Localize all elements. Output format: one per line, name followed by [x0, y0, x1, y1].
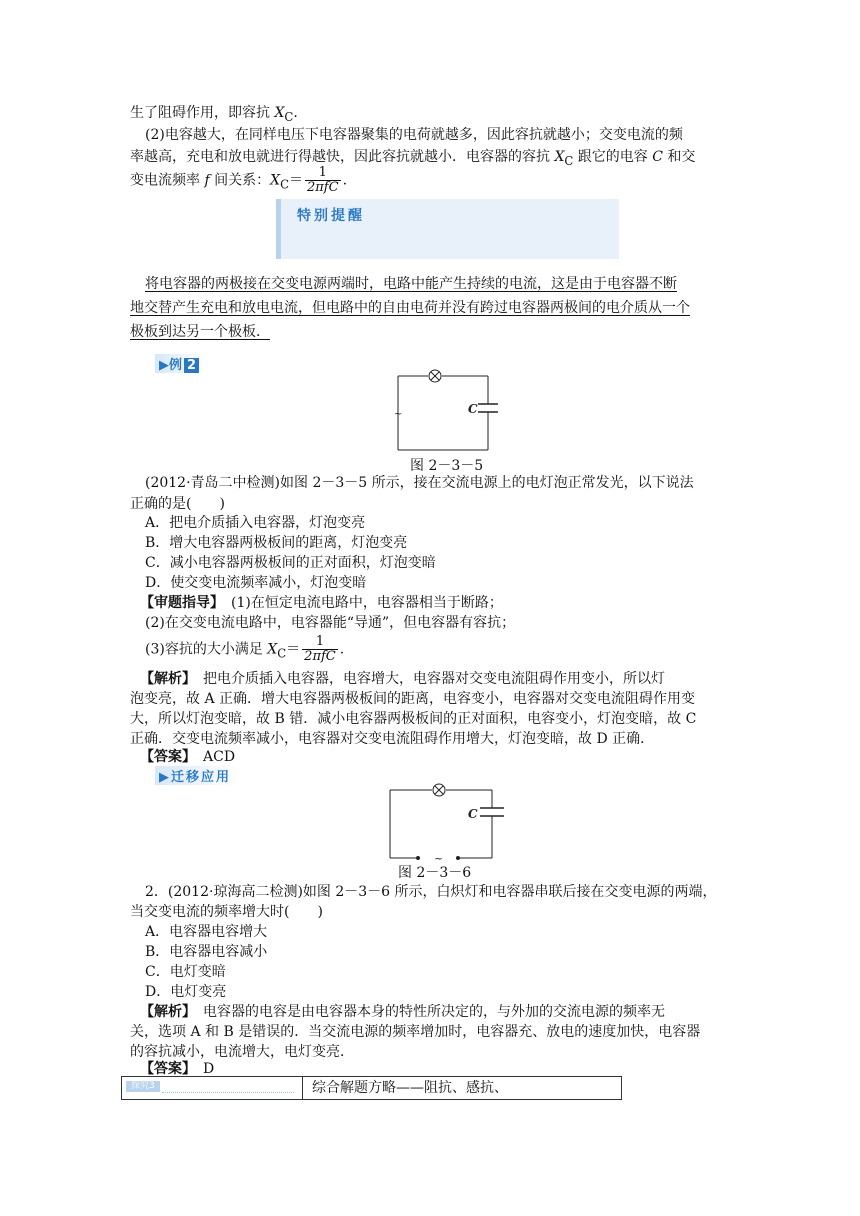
application-option-c: C．电灯变暗: [145, 964, 226, 980]
example-option-d: D．使交变电流频率减小，灯泡变暗: [145, 575, 367, 591]
figure-caption-2-3-6: 图 2－3－6: [398, 865, 472, 881]
section-tag: 探究3: [126, 1081, 160, 1092]
capacitor-label: C: [468, 402, 478, 416]
application-question-line-1: 2．(2012·琼海高二检测)如图 2－3－6 所示，白炽灯和电容器串联后接在交变电源的两端，: [145, 884, 717, 900]
application-answer: 【答案】 D: [140, 1061, 215, 1077]
example-analysis-line-2: 泡变亮，故 A 正确．增大电容器两极板间的距离，电容变小，电容器对交变电流阻碍作用变: [130, 691, 696, 707]
intro-line-2: (2)电容越大，在同样电压下电容器聚集的电荷就越多，因此容抗就越小；交变电流的频: [145, 127, 683, 143]
circuit-diagram-2-3-5: [390, 366, 500, 456]
ac-source-symbol: ~: [394, 409, 403, 420]
guide-line-2: (2)在交变电流电路中，电容器能“导通”，但电容器有容抗；: [145, 615, 516, 631]
example-option-c: C．减小电容器两极板间的正对面积，灯泡变暗: [145, 555, 436, 571]
guide-line-1: 【审题指导】 (1)在恒定电流电路中，电容器相当于断路；: [140, 595, 503, 611]
section-header-table: [121, 1076, 622, 1100]
application-badge: ▶迁移应用: [155, 766, 239, 785]
play-icon: ▶: [159, 358, 169, 373]
special-reminder-title: 特别提醒: [297, 208, 365, 224]
intro-line-1: 生了阻碍作用，即容抗 $X_C$.: [130, 105, 298, 124]
guide-fraction: $\frac{1}{\text{2πfC}}$: [304, 634, 336, 664]
section-title: 综合解题方略——阻抗、感抗、: [312, 1080, 508, 1096]
example-analysis-line-3: 大，所以灯泡变暗，故 B 错．减小电容器两极板间的正对面积，电容变小，灯泡变暗，故 C: [130, 711, 697, 727]
example-analysis-line-4: 正确．交变电流频率减小，电容器对交变电流阻碍作用增大，灯泡变暗，故 D 正确．: [130, 731, 655, 747]
reminder-line-3: 极板到达另一个极板．: [130, 324, 270, 340]
example-badge: ▶例 2: [155, 354, 205, 373]
application-analysis-line-1: 【解析】 电容器的电容是由电容器本身的特性所决定的，与外加的交流电源的频率无: [140, 1004, 665, 1020]
example-question-line-2: 正确的是( ): [130, 496, 225, 512]
reminder-line-1: 将电容器的两极接在交变电源两端时，电路中能产生持续的电流，这是由于电容器不断: [145, 276, 677, 292]
example-option-a: A．把电介质插入电容器，灯泡变亮: [145, 515, 366, 531]
example-option-b: B．增大电容器两极板间的距离，灯泡变亮: [145, 535, 408, 551]
example-analysis-line-1: 【解析】 把电介质插入电容器，电容增大，电容器对交变电流阻碍作用变小，所以灯: [140, 671, 665, 687]
figure-caption-2-3-5: 图 2－3－5: [410, 458, 484, 474]
intro-line-4: 变电流频率 f 间关系：$X_C=$ $\frac{1}{\text{2πfC}}$ .: [130, 165, 348, 195]
application-analysis-line-3: 的容抗减小，电流增大，电灯变亮．: [130, 1044, 354, 1060]
capacitive-reactance-fraction: $\frac{1}{\text{2πfC}}$: [306, 165, 339, 195]
example-answer: 【答案】 ACD: [140, 749, 236, 765]
application-option-a: A．电容器电容增大: [145, 924, 268, 940]
special-reminder-box: [276, 199, 619, 259]
guide-line-3: (3)容抗的大小满足 $X_C=$ $\frac{1}{\text{2πfC}}$ .: [145, 634, 345, 664]
section-tag-cell: [122, 1077, 303, 1099]
play-icon: ▶: [159, 770, 171, 785]
application-analysis-line-2: 关，选项 A 和 B 是错误的．当交流电源的频率增加时，电容器充、放电的速度加快，电容器: [130, 1024, 701, 1040]
circuit-diagram-2-3-6: [386, 784, 506, 864]
capacitor-label: C: [468, 807, 478, 821]
application-question-line-2: 当交变电流的频率增大时( ): [130, 904, 323, 920]
ac-source-symbol: ~: [434, 852, 444, 865]
application-option-d: D．电灯变亮: [145, 984, 227, 1000]
reminder-line-2: 地交替产生充电和放电电流，但电路中的自由电荷并没有跨过电容器两极间的电介质从一个: [130, 300, 690, 316]
example-question-line-1: (2012·青岛二中检测)如图 2－3－5 所示，接在交流电源上的电灯泡正常发光，以下说法: [145, 475, 694, 491]
dotted-line: [162, 1092, 294, 1093]
intro-line-3: 率越高，充电和放电就进行得越快，因此容抗就越小．电容器的容抗 $X_C$ 跟它的电容 C 和交: [130, 149, 696, 168]
application-option-b: B．电容器电容减小: [145, 944, 268, 960]
